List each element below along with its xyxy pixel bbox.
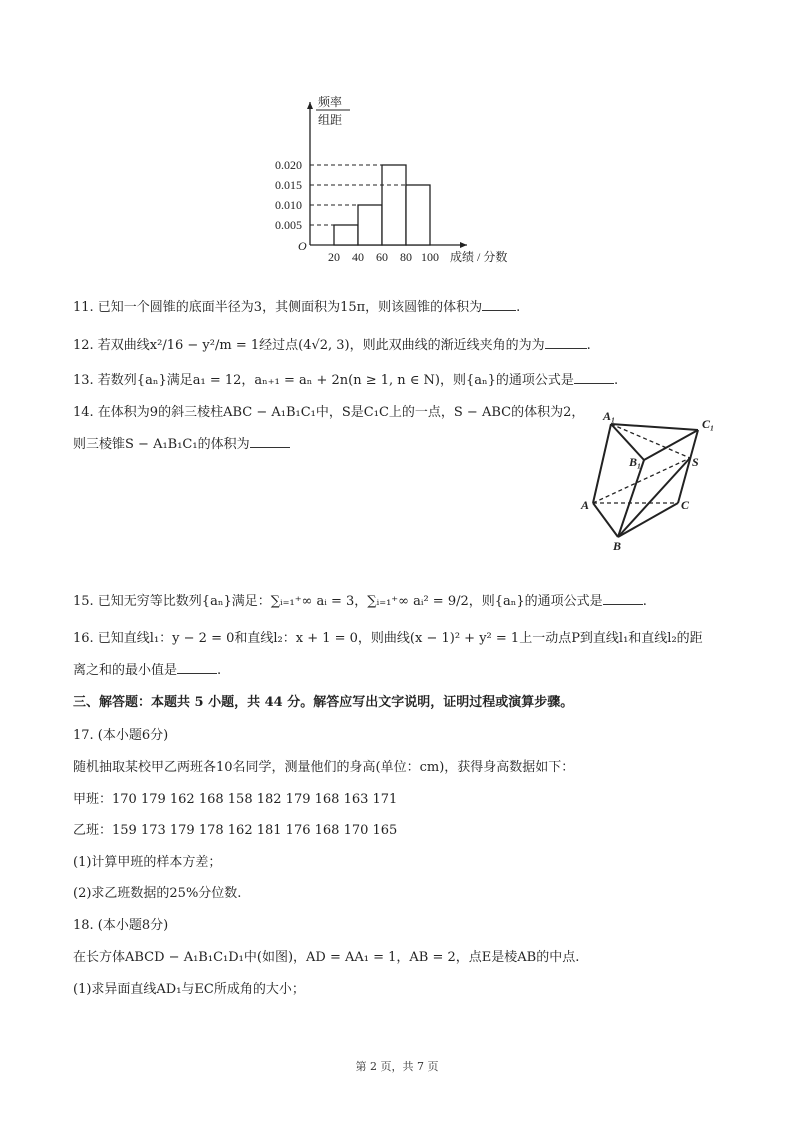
answer-blank [603,604,643,605]
histogram-bar [382,165,406,245]
x-axis-arrow [460,242,467,248]
histogram-bar [334,225,358,245]
label-A: A [581,498,590,512]
period: . [516,300,521,315]
class-yi-data: 乙班：159 173 179 178 162 181 176 168 170 165 [73,823,398,838]
question-11-text: 11. 已知一个圆锥的底面半径为3，其侧面积为15π，则该圆锥的体积为 [73,300,483,315]
label-A1: A₁ [603,409,616,423]
answer-blank [250,447,290,448]
x-tick-label: 40 [352,250,364,264]
answer-blank [545,348,587,349]
x-tick-label: 100 [421,250,439,264]
label-B: B [613,539,622,553]
histogram-bar [358,205,382,245]
question-15-text: 15. 已知无穷等比数列{aₙ}满足：∑ᵢ₌₁⁺∞ aᵢ = 3，∑ᵢ₌₁⁺∞ aᵢ² = 9/2，则{aₙ}的通项公式是 [73,594,603,609]
y-axis-label-top: 频率 [318,95,343,109]
y-axis-label-bottom: 组距 [318,113,343,127]
frequency-histogram [262,92,522,267]
y-tick-label: 0.015 [275,178,302,192]
x-axis-label: 成绩 / 分数 [450,250,508,264]
question-14-text: 则三棱锥S − A₁B₁C₁的体积为 [73,437,250,452]
question-17-part-1: (1)计算甲班的样本方差； [73,855,222,870]
question-18-text: 在长方体ABCD − A₁B₁C₁D₁中(如图)，AD = AA₁ = 1，AB = 2，点E是棱AB的中点. [73,950,580,965]
answer-blank [177,673,217,674]
question-16-line-2 [73,662,221,680]
page-footer: 第 2 页，共 7 页 [355,1060,439,1073]
x-tick-label: 80 [400,250,412,264]
question-17-text: 随机抽取某校甲乙两班各10名同学，测量他们的身高(单位：cm)，获得身高数据如下： [73,760,575,775]
class-jia-data: 甲班：170 179 162 168 158 182 179 168 163 171 [73,792,398,807]
x-tick-label: 60 [376,250,388,264]
question-13 [73,372,618,390]
label-S: S [692,455,699,469]
oblique-prism-figure [578,408,718,553]
label-B1: B₁ [629,455,642,469]
y-tick-label: 0.005 [275,218,302,232]
question-14-line-2 [73,436,290,454]
question-12 [73,337,591,355]
period: . [613,373,619,388]
question-15 [73,593,647,611]
question-17-part-2: (2)求乙班数据的25%分位数. [73,886,242,901]
question-18-title: 18. (本小题8分) [73,918,169,933]
origin-label: O [298,239,307,253]
question-13-text: 13. 若数列{aₙ}满足a₁ = 12，aₙ₊₁ = aₙ + 2n(n ≥ 1, n ∈ N)，则{aₙ}的通项公式是 [73,373,574,388]
x-tick-label: 20 [328,250,340,264]
period: . [642,594,647,609]
y-tick-label: 0.010 [275,198,302,212]
label-C: C [681,498,690,512]
label-C1: C₁ [702,417,715,431]
question-11 [73,299,520,317]
question-16-line-1: 16. 已知直线l₁：y − 2 = 0和直线l₂：x + 1 = 0，则曲线(x − 1)² + y² = 1上一动点P到直线l₁和直线l₂的距 [73,631,703,646]
y-axis-arrow [307,102,313,109]
question-18-part-1: (1)求异面直线AD₁与EC所成角的大小； [73,982,305,997]
question-16-text: 离之和的最小值是 [73,663,178,678]
section-three-heading: 三、解答题：本题共 5 小题，共 44 分。解答应写出文字说明，证明过程或演算步骤。 [73,695,574,710]
y-tick-label: 0.020 [275,158,302,172]
answer-blank [574,383,614,384]
question-17-title: 17. (本小题6分) [73,728,169,743]
question-12-text: 12. 若双曲线x²/16 − y²/m = 1经过点(4√2, 3)，则此双曲线的渐近线夹角的为为 [73,338,545,353]
question-14-line-1: 14. 在体积为9的斜三棱柱ABC − A₁B₁C₁中，S是C₁C上的一点，S − ABC的体积为2， [73,405,585,420]
answer-blank [482,310,516,311]
prism-edges [593,424,698,537]
period: . [217,663,222,678]
histogram-bar [406,185,430,245]
period: . [586,338,591,353]
